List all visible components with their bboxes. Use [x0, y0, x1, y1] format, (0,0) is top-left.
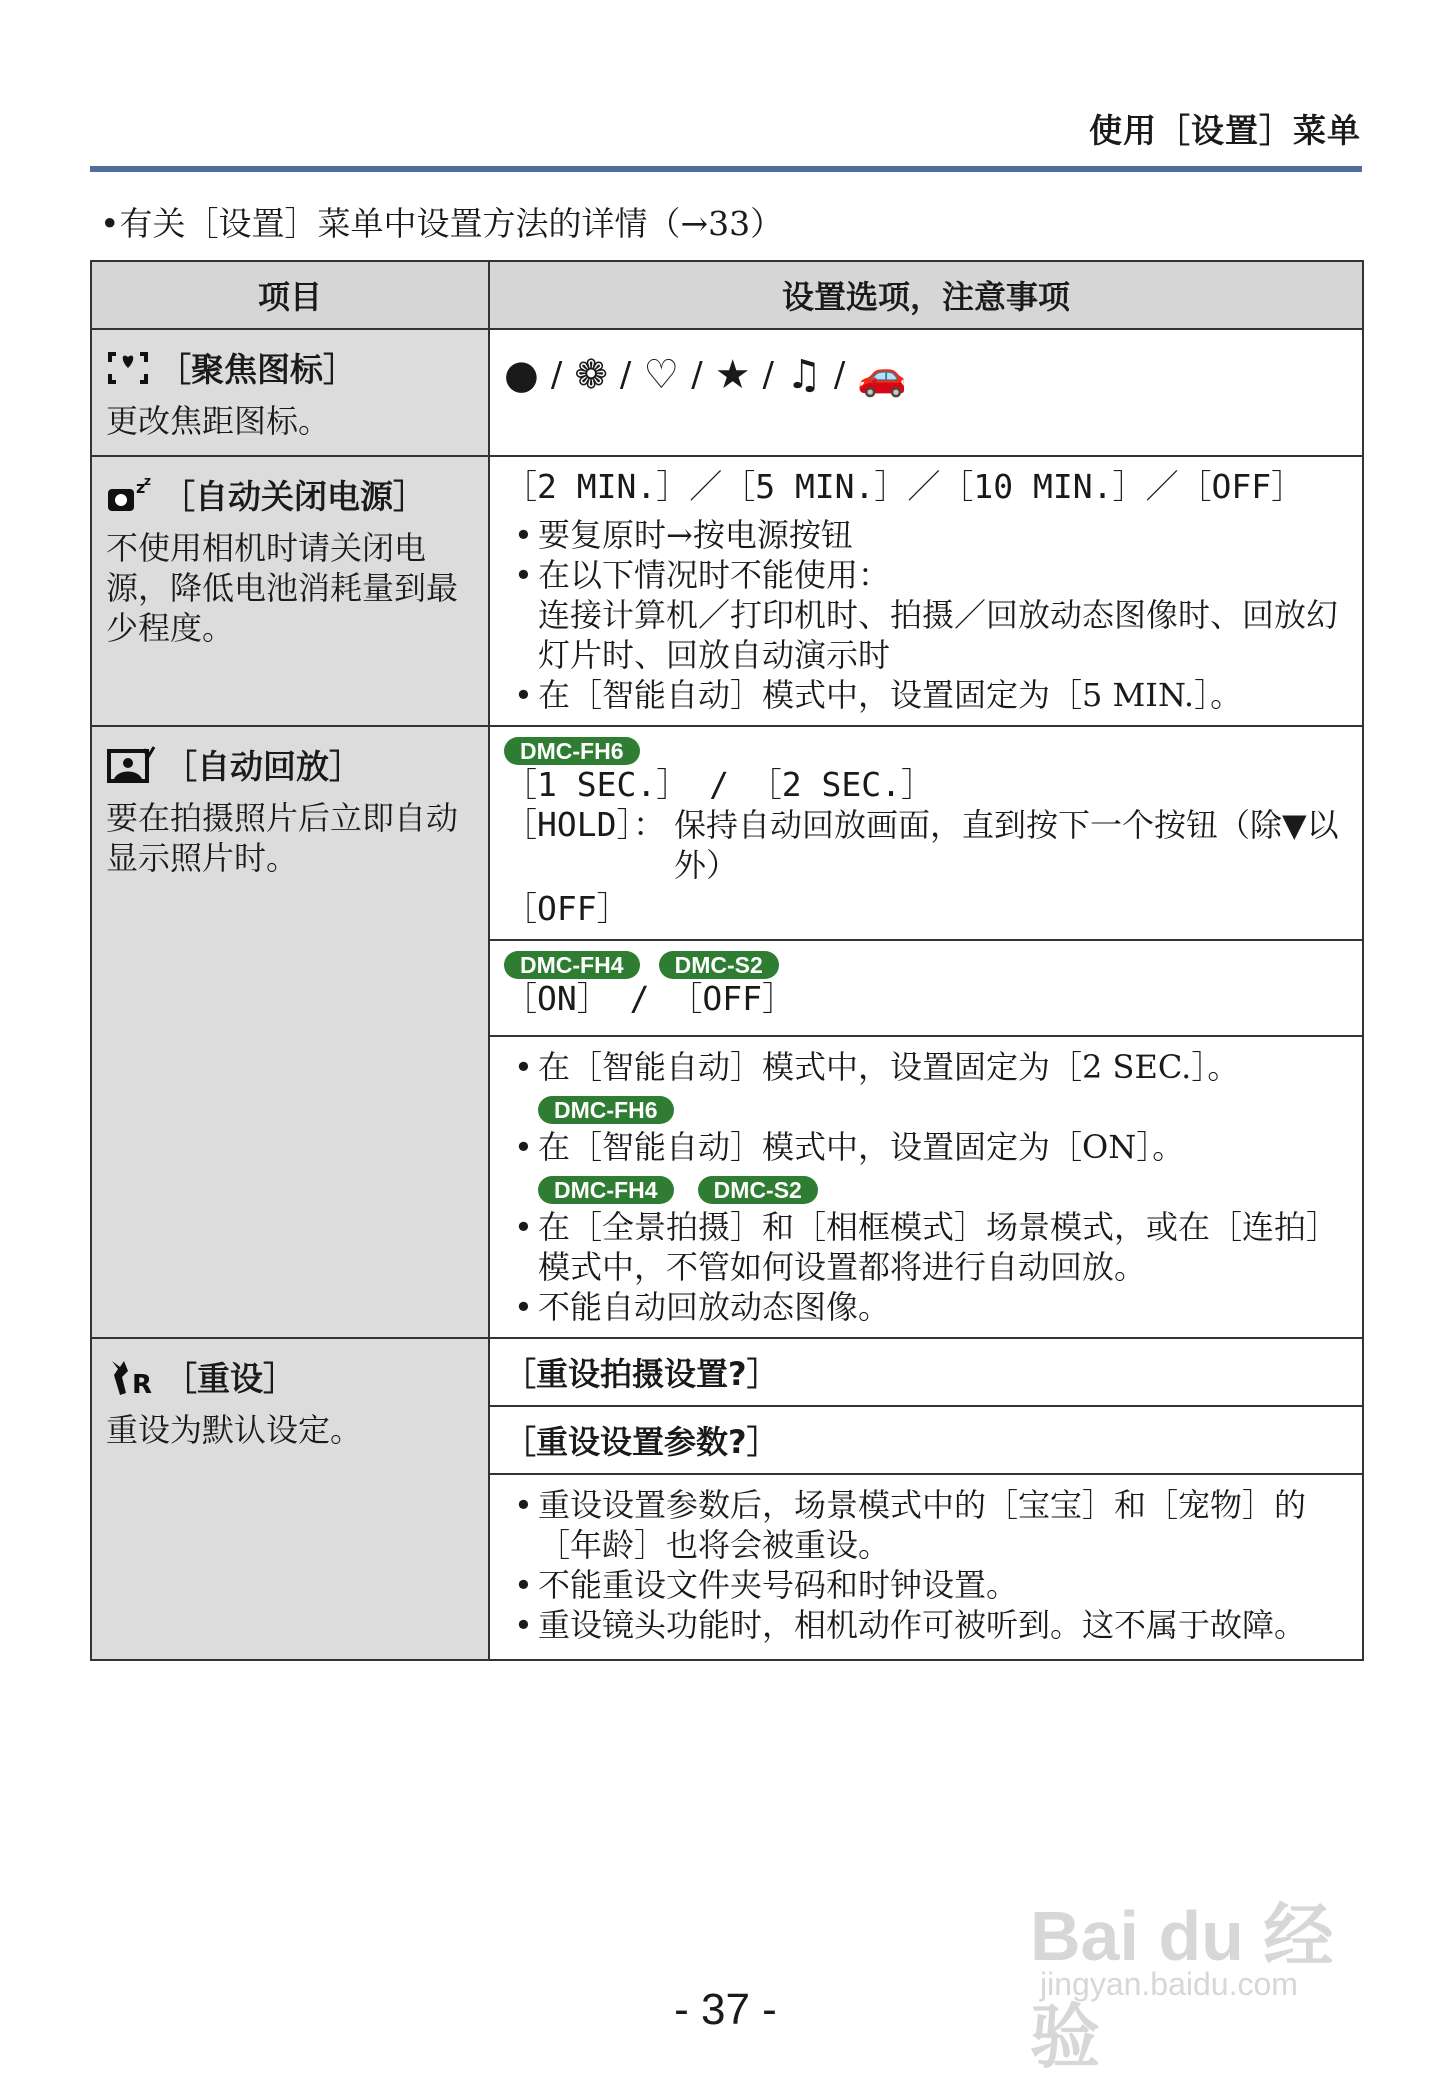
item-title: ［自动回放］: [164, 747, 362, 786]
note: • 重设设置参数后，场景模式中的［宝宝］和［宠物］的［年龄］也将会被重设。: [504, 1485, 1348, 1565]
hold-option: ［HOLD］：: [504, 805, 666, 844]
item-cell: [91, 329, 489, 456]
flower-icon: ❁: [574, 352, 608, 398]
note: • 在［智能自动］模式中，设置固定为［2 SEC.］。: [504, 1047, 1348, 1087]
separator: /: [550, 355, 563, 395]
note: • 在以下情况时不能使用：: [504, 555, 1348, 595]
item-title: ［重设］: [164, 1359, 296, 1398]
separator: /: [762, 355, 775, 395]
item-desc: 不使用相机时请关闭电源，降低电池消耗量到最少程度。: [106, 529, 459, 647]
model-badge-fh6: DMC-FH6: [538, 1096, 674, 1124]
model-badge-s2: DMC-S2: [698, 1176, 818, 1204]
note: • 不能重设文件夹号码和时钟设置。: [504, 1565, 1348, 1605]
auto-review-icon: [106, 745, 156, 785]
row-auto-review: [91, 726, 1363, 940]
options-cell-fh4: [489, 940, 1363, 1036]
options-cell-fh6: [489, 726, 1363, 940]
focus-icon: [106, 348, 150, 388]
note: • 重设镜头功能时，相机动作可被听到。这不属于故障。: [504, 1605, 1348, 1645]
col-item-header: 项目: [91, 261, 489, 329]
note: • 不能自动回放动态图像。: [504, 1287, 1348, 1327]
notes-cell: [489, 1036, 1363, 1338]
item-title: ［聚焦图标］: [158, 350, 356, 389]
page-header-title: 使用［设置］菜单: [1089, 111, 1361, 150]
reset-option-setup: ［重设设置参数?］: [489, 1406, 1363, 1474]
note: • 在［全景拍摄］和［相框模式］场景模式，或在［连拍］模式中，不管如何设置都将进行自动回放。: [504, 1207, 1348, 1287]
model-badge-fh4: DMC-FH4: [538, 1176, 674, 1204]
focus-icon-options: [504, 340, 1348, 410]
reset-option-rec: ［重设拍摄设置?］: [489, 1338, 1363, 1406]
options-cell: [489, 456, 1363, 726]
note: • 要复原时→按电源按钮: [504, 515, 1348, 555]
svg-text:R: R: [132, 1369, 153, 1397]
separator: /: [833, 355, 846, 395]
model-badge-fh4: DMC-FH4: [504, 951, 640, 979]
power-options: ［2 MIN.］／［5 MIN.］／［10 MIN.］／［OFF］: [504, 467, 1305, 506]
page-number: - 37 -: [674, 1985, 777, 2034]
note: • 在［智能自动］模式中，设置固定为［5 MIN.］。: [504, 675, 1348, 715]
heart-icon: ♡: [643, 352, 680, 398]
circle-icon: ●: [504, 352, 539, 398]
off-option: ［OFF］: [504, 889, 630, 928]
review-options-fh4: ［ON］ / ［OFF］: [504, 979, 795, 1018]
watermark-brand: Bai du 经验: [1030, 1897, 1334, 2076]
wrench-reset-icon: [106, 1357, 156, 1397]
header-rule: [90, 166, 1362, 172]
note: • 在［智能自动］模式中，设置固定为［ON］。: [504, 1127, 1348, 1167]
hold-desc: 保持自动回放画面，直到按下一个按钮（除▼以外）: [674, 806, 1339, 884]
svg-text:z: z: [144, 474, 151, 488]
star-icon: ★: [714, 352, 751, 398]
item-title: ［自动关闭电源］: [162, 477, 426, 516]
separator: /: [691, 355, 703, 395]
model-badge-s2: DMC-S2: [659, 951, 779, 979]
settings-table: [90, 260, 1364, 1661]
sleep-camera-icon: [106, 475, 154, 515]
model-badge-fh6: DMC-FH6: [504, 737, 640, 765]
table-header-row: [91, 261, 1363, 329]
music-note-icon: ♫: [786, 352, 822, 398]
row-focus-icon: [91, 329, 1363, 456]
item-desc: 重设为默认设定。: [106, 1411, 363, 1449]
separator: /: [619, 355, 632, 395]
item-desc: 要在拍摄照片后立即自动显示照片时。: [106, 799, 459, 877]
watermark-url: jingyan.baidu.com: [1040, 1966, 1298, 2002]
item-cell: [91, 726, 489, 1338]
car-icon: 🚗: [857, 352, 908, 399]
notes-cell: [489, 1474, 1363, 1660]
row-auto-power-off: [91, 456, 1363, 726]
item-desc: 更改焦距图标。: [106, 402, 331, 440]
review-options-fh6: ［1 SEC.］ / ［2 SEC.］: [504, 765, 935, 804]
item-cell: [91, 456, 489, 726]
options-cell: [489, 329, 1363, 456]
col-options-header: 设置选项，注意事项: [489, 261, 1363, 329]
row-reset: [91, 1338, 1363, 1406]
note-detail: 连接计算机／打印机时、拍摄／回放动态图像时、回放幻灯片时、回放自动演示时: [538, 596, 1339, 674]
svg-text:z: z: [136, 477, 146, 497]
item-cell: [91, 1338, 489, 1660]
intro-note: •有关［设置］菜单中设置方法的详情（→33）: [100, 204, 784, 243]
